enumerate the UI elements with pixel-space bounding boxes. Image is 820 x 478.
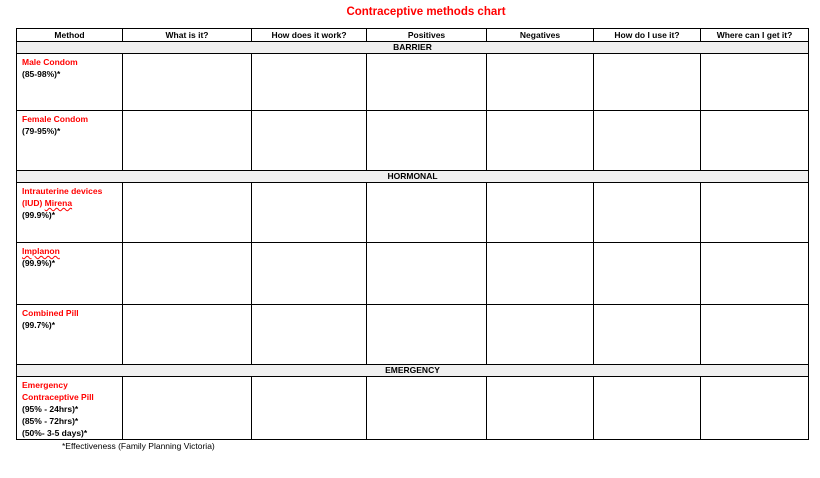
chart-title: Contraceptive methods chart	[346, 6, 506, 18]
col-how: How does it work?	[252, 29, 367, 42]
col-method: Method	[17, 29, 123, 42]
method-effectiveness: (85-98%)*	[22, 69, 61, 79]
method-name: Combined Pill	[22, 308, 79, 318]
method-effectiveness: (99.9%)*	[22, 258, 56, 268]
col-use: How do I use it?	[594, 29, 701, 42]
method-effectiveness: (85% - 72hrs)*	[22, 416, 79, 426]
method-name: Female Condom	[22, 114, 89, 124]
method-name: Male Condom	[22, 57, 78, 67]
footnote: *Effectiveness (Family Planning Victoria)	[62, 441, 215, 451]
method-effectiveness: (99.9%)*	[22, 210, 56, 220]
method-name-abbrev: (IUD)	[22, 198, 45, 208]
method-effectiveness: (50%- 3-5 days)*	[22, 428, 88, 438]
contraceptive-table	[16, 28, 809, 440]
method-name: Emergency	[22, 380, 68, 390]
table-row	[17, 305, 809, 365]
method-name: Implanon	[22, 246, 60, 256]
table-row	[17, 183, 809, 243]
method-effectiveness: (99.7%)*	[22, 320, 56, 330]
table-row	[17, 243, 809, 305]
col-positives: Positives	[367, 29, 487, 42]
method-name: Intrauterine devices	[22, 186, 103, 196]
col-where: Where can I get it?	[701, 29, 809, 42]
method-name-line2: Contraceptive Pill	[22, 392, 94, 402]
col-what: What is it?	[123, 29, 252, 42]
section-barrier: BARRIER	[17, 42, 809, 54]
method-brand: Mirena	[44, 198, 73, 208]
method-effectiveness: (95% - 24hrs)*	[22, 404, 79, 414]
table-row	[17, 54, 809, 111]
header-row	[17, 29, 809, 42]
table-row	[17, 111, 809, 171]
col-negatives: Negatives	[487, 29, 594, 42]
section-hormonal: HORMONAL	[17, 171, 809, 183]
table-row	[17, 377, 809, 440]
method-effectiveness: (79-95%)*	[22, 126, 61, 136]
section-emergency: EMERGENCY	[17, 365, 809, 377]
